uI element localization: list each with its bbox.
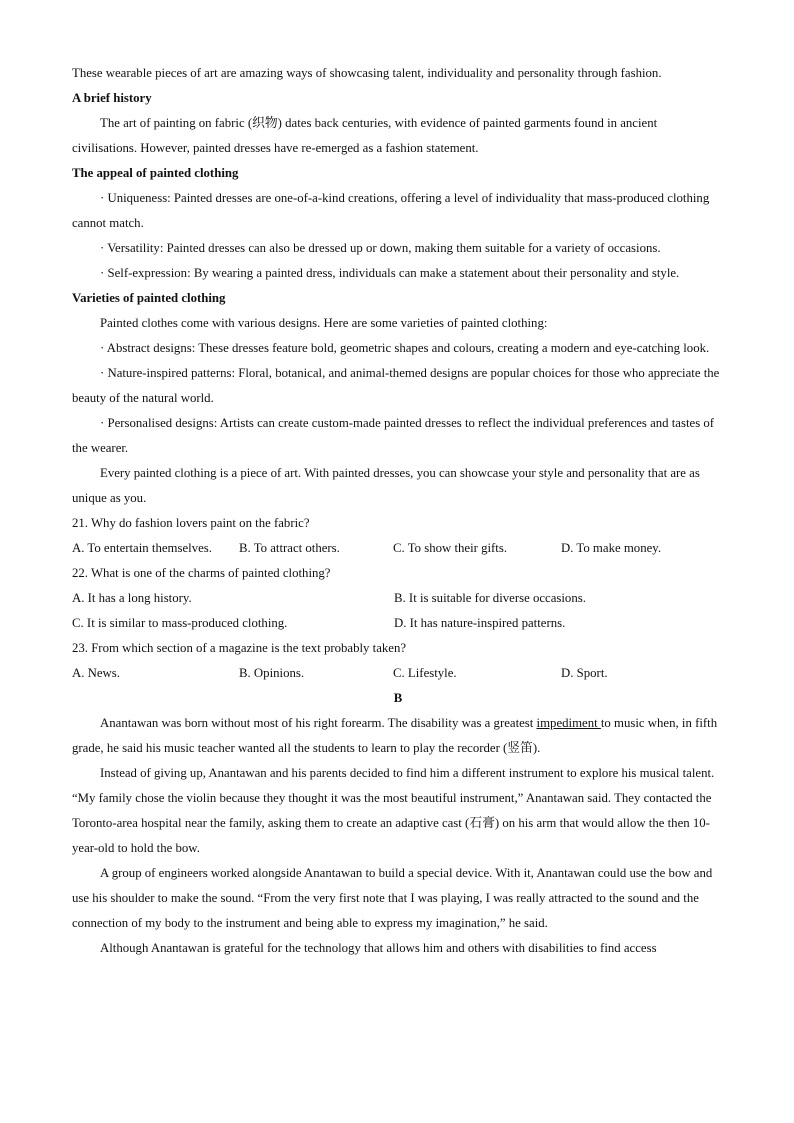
appeal-item: · Uniqueness: Painted dresses are one-of-a-kind creations, offering a level of individuality that mass-produced clothing cannot match. xyxy=(72,191,710,230)
varieties-intro: Painted clothes come with various designs. Here are some varieties of painted clothing: xyxy=(100,316,548,330)
option: B. To attract others. xyxy=(239,541,340,555)
variety-item: · Personalised designs: Artists can create custom-made painted dresses to reflect the individual preferences and tastes of the wearer. xyxy=(72,416,715,455)
document-page xyxy=(72,61,724,961)
history-paragraph: The art of painting on fabric (织物) dates back centuries, with evidence of painted garments found in ancient civilisations. However, painted dresses have re-emerged as a fashion statement. xyxy=(72,116,658,155)
question-options xyxy=(72,536,724,561)
question-stem: 21. Why do fashion lovers paint on the fabric? xyxy=(72,516,310,530)
option: C. To show their gifts. xyxy=(393,541,508,555)
option: B. It is suitable for diverse occasions. xyxy=(394,591,586,605)
appeal-item: · Self-expression: By wearing a painted dress, individuals can make a statement about their personality and style. xyxy=(100,266,680,280)
underlined-word: impediment xyxy=(536,716,601,730)
closing-paragraph: Every painted clothing is a piece of art. With painted dresses, you can showcase your style and personality that are as unique as you. xyxy=(72,466,700,505)
question-options xyxy=(72,611,724,636)
b-p1-after: to music when, in fifth grade, he said his music teacher wanted all the students to learn to play the recorder (竖笛). xyxy=(72,716,718,755)
option: C. It is similar to mass-produced clothing. xyxy=(72,616,288,630)
option: A. News. xyxy=(72,666,120,680)
option: A. To entertain themselves. xyxy=(72,541,212,555)
option: B. Opinions. xyxy=(239,666,305,680)
question-options xyxy=(72,586,724,611)
b-paragraph-3: A group of engineers worked alongside Anantawan to build a special device. With it, Anantawan could use the bow and use his shoulder to make the sound. “From the very first note that I was playing, I was really attracted to the sound and the connection of my body to the instrument and being able to express my imagination,” he said. xyxy=(72,866,713,930)
variety-item: · Abstract designs: These dresses feature bold, geometric shapes and colours, creating a modern and eye-catching look. xyxy=(100,341,710,355)
b-paragraph-1 xyxy=(72,711,724,761)
question-stem: 22. What is one of the charms of painted clothing? xyxy=(72,566,331,580)
b-p1-before: Anantawan was born without most of his right forearm. The disability was a greatest xyxy=(100,716,537,730)
option: D. It has nature-inspired patterns. xyxy=(394,616,566,630)
option: D. To make money. xyxy=(561,541,662,555)
heading-brief-history: A brief history xyxy=(72,91,152,105)
variety-item: · Nature-inspired patterns: Floral, botanical, and animal-themed designs are popular choices for those who appreciate the beauty of the natural world. xyxy=(72,366,720,405)
option: C. Lifestyle. xyxy=(393,666,457,680)
b-paragraph-2: Instead of giving up, Anantawan and his parents decided to find him a different instrument to explore his musical talent. “My family chose the violin because they thought it was the most beautiful instrument,” Anantawan said. They contacted the Toronto-area hospital near the family, asking them to create an adaptive cast (石膏) on his arm that would allow the then 10-year-old to hold the bow. xyxy=(72,766,715,855)
intro-tail: These wearable pieces of art are amazing ways of showcasing talent, individuality and personality through fashion. xyxy=(72,66,662,80)
heading-appeal: The appeal of painted clothing xyxy=(72,166,239,180)
appeal-item: · Versatility: Painted dresses can also be dressed up or down, making them suitable for a variety of occasions. xyxy=(100,241,661,255)
option: A. It has a long history. xyxy=(72,591,192,605)
question-options xyxy=(72,661,724,686)
section-label-b: B xyxy=(393,691,403,705)
question-stem: 23. From which section of a magazine is the text probably taken? xyxy=(72,641,407,655)
heading-varieties: Varieties of painted clothing xyxy=(72,291,226,305)
b-paragraph-4: Although Anantawan is grateful for the technology that allows him and others with disabilities to find access xyxy=(100,941,657,955)
option: D. Sport. xyxy=(561,666,608,680)
